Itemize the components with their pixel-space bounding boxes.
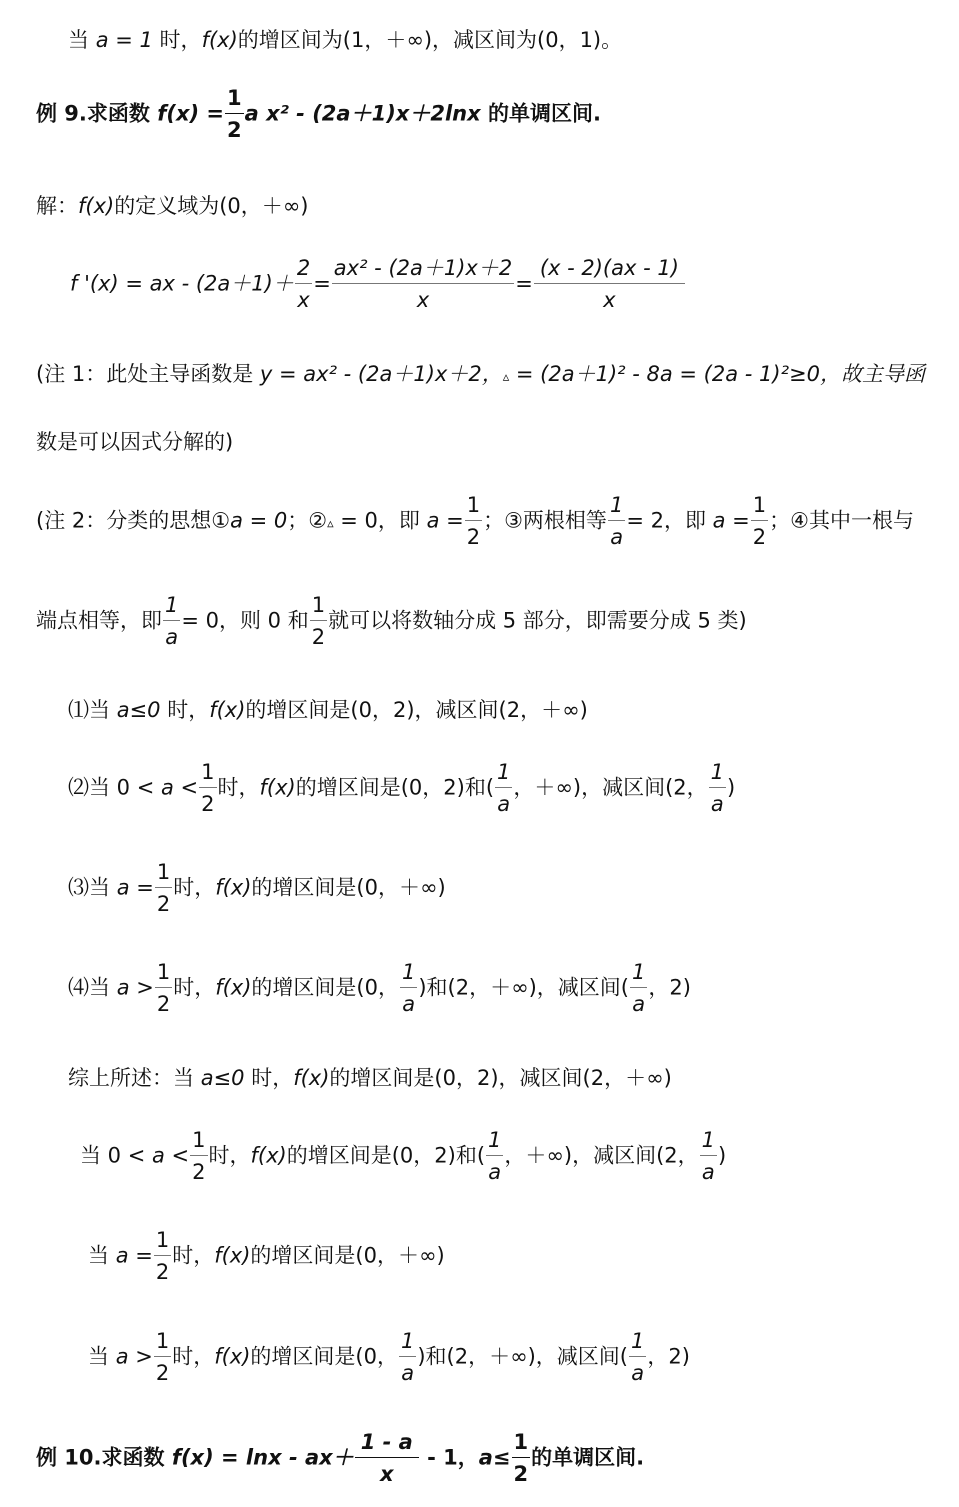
fraction-one-half: $\frac{1}{2}$ — [227, 86, 242, 142]
math-fx: f(x) — [214, 1243, 251, 1268]
text: 的增区间是(0， — [251, 975, 399, 1000]
delta-symbol: ▵ — [327, 516, 334, 532]
equals-sign: = — [515, 271, 533, 296]
summary-1 — [68, 1068, 672, 1089]
text: 当 — [68, 28, 96, 52]
text: 解： — [36, 194, 78, 218]
text: 综上所述：当 — [68, 1066, 201, 1090]
note-1-line-1 — [36, 364, 925, 385]
math-fx: f(x) — [209, 698, 246, 722]
math: a = — [712, 508, 750, 533]
case-2 — [68, 762, 735, 815]
fraction-one-half: $\frac{1}{2}$ — [155, 1329, 170, 1385]
text: ，2) — [648, 975, 691, 1000]
fraction-one-half: $\frac{1}{2}$ — [752, 493, 767, 549]
example-label: 例 9.求函数 — [36, 101, 158, 126]
math-fx: f(x) — [215, 875, 252, 900]
math: a≤ — [478, 1445, 511, 1470]
case-3 — [68, 862, 446, 915]
text: 时， — [208, 1143, 251, 1168]
solution-domain — [36, 196, 308, 217]
math-a-eq-1: a = 1 — [95, 28, 153, 52]
text: 的增区间是(0，2)和( — [286, 1143, 486, 1168]
text: ；④其中一根与 — [769, 508, 914, 533]
math: a < — [160, 775, 199, 800]
text: = 2，即 — [626, 508, 713, 533]
math: a > — [116, 975, 154, 1000]
text: 的增区间是(0， — [250, 1344, 398, 1369]
math: a < — [151, 1143, 190, 1168]
math-fx: f(x) = — [157, 101, 225, 126]
intro-line — [68, 30, 622, 51]
fraction-one-half: $\frac{1}{2}$ — [201, 760, 215, 816]
example-label: 例 10.求函数 — [36, 1445, 172, 1470]
text: 的增区间是(0，2)，减区间(2，＋∞) — [329, 1066, 672, 1090]
math-fx: f(x) — [78, 194, 115, 218]
text: ，＋∞)，减区间(2， — [504, 1143, 699, 1168]
text: 的增区间是(0，＋∞) — [250, 1243, 445, 1268]
text: 时， — [217, 775, 260, 800]
math-fx: f(x) — [250, 1143, 287, 1168]
fraction-one-over-a: $\frac{1}{a}$ — [609, 493, 624, 549]
note-2-line-1 — [36, 495, 914, 548]
fraction-one-over-a: $\frac{1}{a}$ — [630, 1329, 645, 1385]
math-y-expression: y = ax² - (2a＋1)x＋2， — [259, 362, 503, 386]
math-expression: a x² - (2a＋1)x＋2 — [244, 101, 445, 126]
math-lnx: lnx — [444, 101, 481, 126]
note-2-line-2 — [36, 595, 747, 648]
math-fx: f(x) — [259, 775, 296, 800]
text: 就可以将数轴分成 5 部分，即需要分成 5 类) — [328, 608, 747, 633]
math-fx: f(x) — [214, 1344, 251, 1369]
math: a = — [426, 508, 464, 533]
text: ⑴当 — [68, 698, 117, 722]
math-expression: lnx - ax＋ — [238, 1445, 354, 1470]
math: a = 0 — [230, 508, 288, 533]
math: a = — [115, 1243, 153, 1268]
fraction-one-over-a: $\frac{1}{a}$ — [701, 1128, 716, 1184]
text: 的单调区间. — [531, 1445, 645, 1470]
text: 时， — [173, 875, 216, 900]
fraction-2-over-x: $\frac{2}{x}$ — [296, 256, 311, 312]
text: ，＋∞)，减区间(2， — [513, 775, 708, 800]
text: 时， — [172, 1344, 215, 1369]
fraction-one-half: $\frac{1}{2}$ — [192, 1128, 206, 1184]
math: a > — [115, 1344, 153, 1369]
example-9-heading — [36, 88, 601, 141]
text: (注 1：此处主导函数是 — [36, 362, 260, 386]
text: 当 0 < — [80, 1143, 152, 1168]
fraction-one-half: $\frac{1}{2}$ — [466, 493, 481, 549]
text: 当 — [88, 1243, 116, 1268]
text: 的增区间为(1，＋∞)，减区间为(0，1)。 — [237, 28, 623, 52]
fraction-one-over-a: $\frac{1}{a}$ — [400, 1329, 415, 1385]
fraction-factored-over-x: $\frac{(x - 2)(ax - 1)}{x}$ — [534, 258, 685, 311]
text: 的增区间是(0，2)和( — [295, 775, 495, 800]
fraction-one-half: $\frac{1}{2}$ — [156, 860, 171, 916]
fraction-1-minus-a-over-x: $\frac{1 - a}{x}$ — [355, 1432, 419, 1485]
summary-3 — [88, 1230, 445, 1283]
math-fx: f(x) — [293, 1066, 330, 1090]
text: ，2) — [647, 1344, 690, 1369]
fraction-one-over-a: $\frac{1}{a}$ — [401, 960, 416, 1016]
fraction-one-half: $\frac{1}{2}$ — [156, 960, 171, 1016]
summary-2 — [80, 1130, 726, 1183]
text: ；③两根相等 — [483, 508, 607, 533]
fraction-one-half: $\frac{1}{2}$ — [155, 1228, 170, 1284]
text: 数是可以因式分解的) — [36, 430, 234, 454]
math-fx: f(x) — [215, 975, 252, 1000]
text: ⑷当 — [68, 975, 117, 1000]
text: 时， — [160, 698, 210, 722]
text: )和(2，＋∞)，减区间( — [417, 1344, 628, 1369]
math-fx: f(x) = — [171, 1445, 239, 1470]
note-1-line-2 — [36, 432, 233, 453]
text: 当 — [88, 1344, 116, 1369]
text: ⑶当 — [68, 875, 117, 900]
math: a≤0 — [200, 1066, 245, 1090]
text: 的增区间是(0，＋∞) — [251, 875, 446, 900]
fraction-one-over-a: $\frac{1}{a}$ — [497, 760, 511, 816]
math-derivative-lhs: f '(x) = ax - (2a＋1)＋ — [70, 271, 294, 296]
case-4 — [68, 962, 691, 1015]
text: 的定义域为(0，＋∞) — [114, 194, 309, 218]
text: ) — [718, 1143, 727, 1168]
text: 时， — [152, 28, 202, 52]
text: 的增区间是(0，2)，减区间(2，＋∞) — [245, 698, 588, 722]
fraction-one-over-a: $\frac{1}{a}$ — [488, 1128, 502, 1184]
text: 端点相等，即 — [36, 608, 162, 633]
fraction-one-half: $\frac{1}{2}$ — [513, 1430, 529, 1486]
math: a = — [116, 875, 154, 900]
delta-symbol: ▵ — [502, 370, 510, 385]
text: ⑵当 0 < — [68, 775, 161, 800]
fraction-one-over-a: $\frac{1}{a}$ — [710, 760, 725, 816]
text: )和(2，＋∞)，减区间( — [418, 975, 629, 1000]
text: 时， — [173, 975, 216, 1000]
equals-sign: = — [313, 271, 331, 296]
fraction-one-over-a: $\frac{1}{a}$ — [631, 960, 646, 1016]
fraction-quadratic-over-x: $\frac{\text{ax² - (2a＋1)x＋2}}{x}$ — [333, 256, 513, 312]
text: = 0，则 0 和 — [181, 608, 309, 633]
text: ；② — [287, 508, 328, 533]
math: a≤0 — [116, 698, 161, 722]
text: 时， — [244, 1066, 294, 1090]
math-discriminant: = (2a＋1)² - 8a = (2a - 1)²≥0，故主导函 — [509, 362, 925, 386]
text: 时， — [172, 1243, 215, 1268]
derivative-equation — [70, 258, 686, 311]
text: = 0，即 — [333, 508, 427, 533]
text: ) — [727, 775, 736, 800]
example-10-heading — [36, 1432, 644, 1485]
fraction-one-over-a: $\frac{1}{a}$ — [165, 593, 179, 649]
case-1 — [68, 700, 588, 721]
summary-4 — [88, 1331, 690, 1384]
fraction-one-half: $\frac{1}{2}$ — [311, 593, 326, 649]
math-fx: f(x) — [201, 28, 238, 52]
text: 的单调区间. — [480, 101, 601, 126]
text: - 1， — [419, 1445, 479, 1470]
text: (注 2：分类的思想① — [36, 508, 231, 533]
